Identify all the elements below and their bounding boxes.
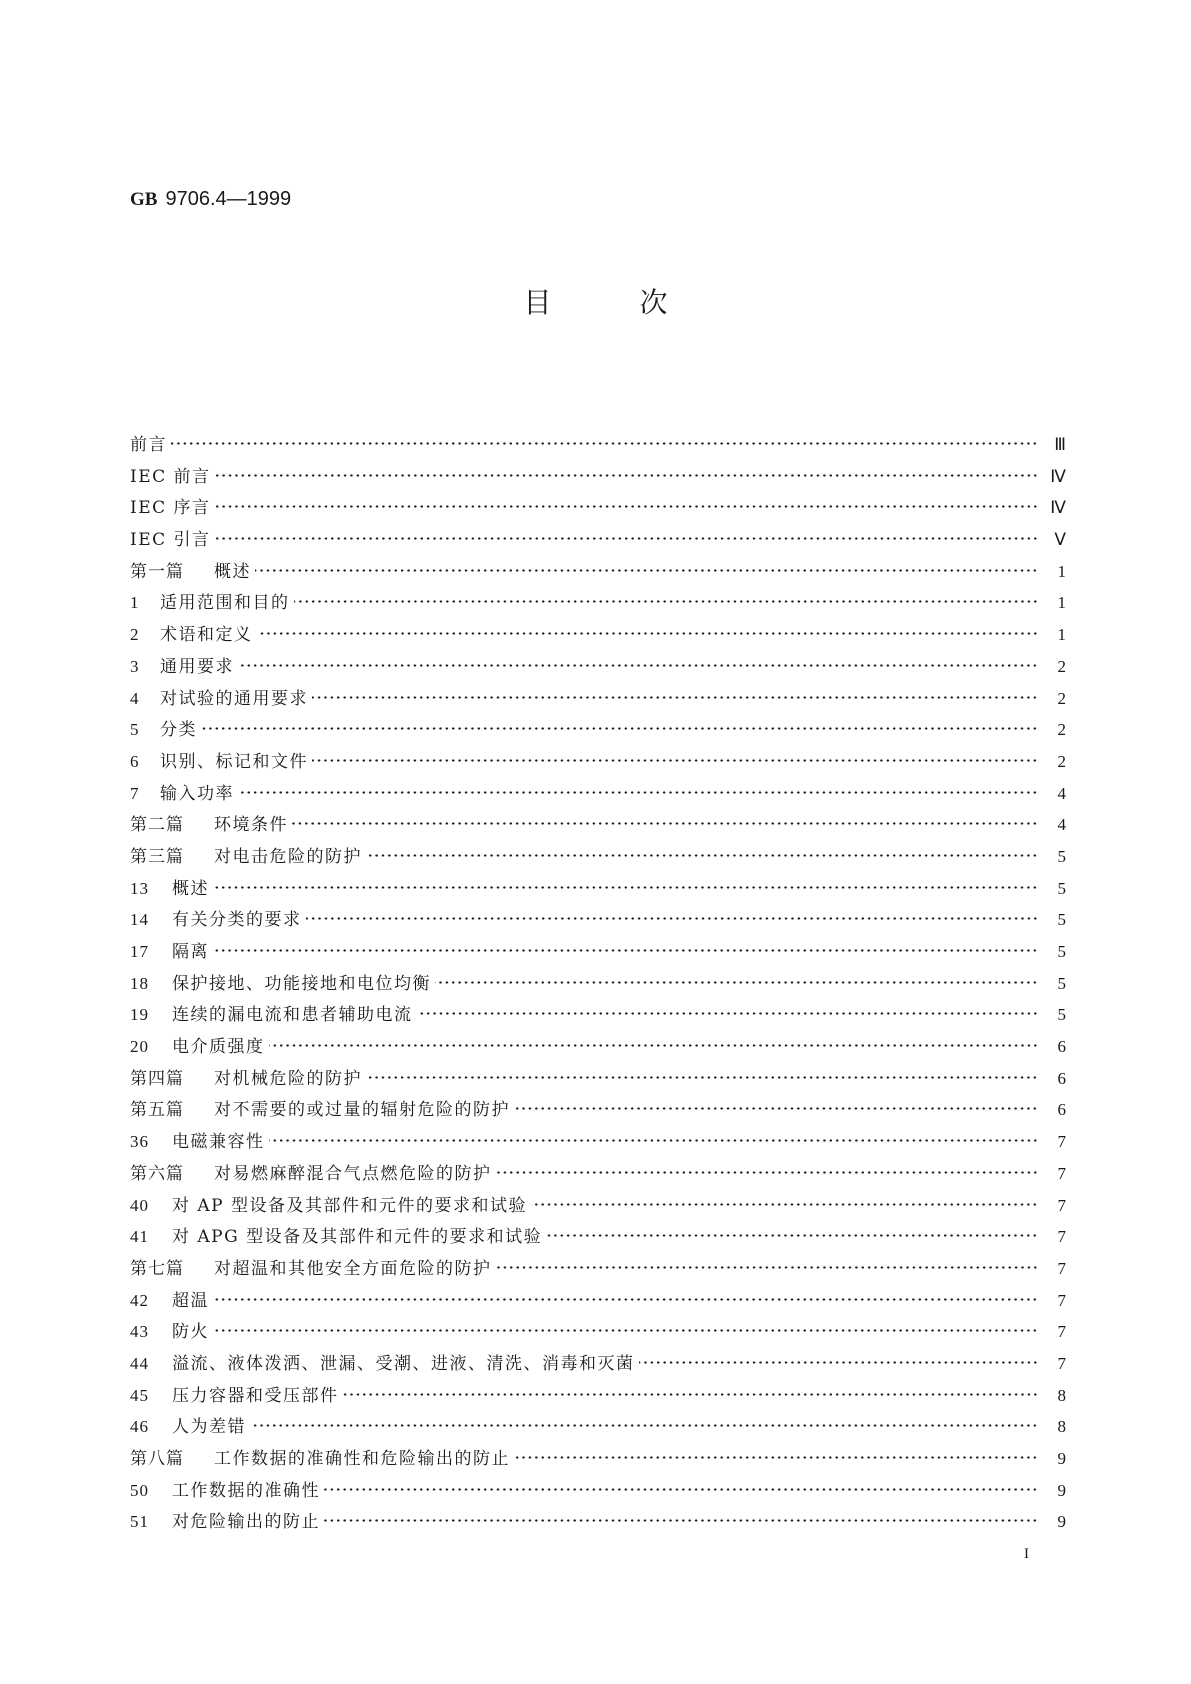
- toc-entry-label: [130, 1416, 246, 1438]
- toc-entry[interactable]: [130, 745, 1066, 777]
- toc-entry-page: 8: [1057, 1385, 1066, 1405]
- toc-entry-page: 1: [1057, 625, 1066, 645]
- toc-entry-text: 连续的漏电流和患者辅助电流: [172, 1005, 413, 1026]
- dot-leader: [238, 650, 1038, 672]
- dot-leader: [514, 1442, 1038, 1464]
- dot-leader: [171, 428, 1038, 450]
- toc-entry-number: 41: [130, 1227, 149, 1247]
- title-char-2: 次: [639, 286, 668, 319]
- toc-entry-label: [130, 846, 362, 868]
- toc-entry-number: 第六篇: [130, 1163, 184, 1183]
- toc-entry[interactable]: [130, 1442, 1066, 1474]
- toc-entry-text: 溢流、液体泼洒、泄漏、受潮、进液、清洗、消毒和灭菌: [172, 1353, 635, 1374]
- toc-entry-text: 人为差错: [172, 1417, 246, 1438]
- toc-entry-page: 7: [1057, 1322, 1066, 1342]
- toc-entry-page: 5: [1057, 973, 1066, 993]
- toc-entry-text: 对试验的通用要求: [160, 688, 308, 709]
- toc-entry-text: 电介质强度: [172, 1037, 265, 1058]
- dot-leader: [324, 1505, 1038, 1527]
- dot-leader: [324, 1474, 1038, 1496]
- toc-entry[interactable]: [130, 1347, 1066, 1379]
- toc-entry[interactable]: [130, 1252, 1066, 1284]
- toc-entry-label: [130, 909, 302, 931]
- toc-entry[interactable]: [130, 998, 1066, 1030]
- toc-entry-number: 19: [130, 1005, 149, 1025]
- toc-entry[interactable]: [130, 523, 1066, 555]
- toc-entry-text: 术语和定义: [160, 625, 253, 646]
- toc-entry-label: [130, 624, 253, 646]
- toc-entry-number: 1: [130, 593, 140, 613]
- toc-entry-number: 43: [130, 1322, 149, 1342]
- toc-entry-number: 3: [130, 656, 140, 676]
- toc-entry-label: [130, 497, 211, 519]
- dot-leader: [531, 1189, 1038, 1211]
- toc-entry[interactable]: [130, 1315, 1066, 1347]
- toc-entry-text: 前言: [130, 435, 167, 455]
- toc-entry-label: [130, 688, 308, 710]
- toc-entry-text: 对机械危险的防护: [214, 1068, 362, 1089]
- toc-entry-page: Ⅳ: [1050, 498, 1066, 518]
- toc-entry-label: [130, 1511, 320, 1533]
- standard-number-header: [130, 186, 291, 212]
- toc-entry-text: 对易燃麻醉混合气点燃危险的防护: [214, 1163, 492, 1184]
- toc-entry-number: 40: [130, 1195, 149, 1215]
- dot-leader: [366, 1062, 1038, 1084]
- toc-entry-number: 50: [130, 1480, 149, 1500]
- toc-entry[interactable]: [130, 1189, 1066, 1221]
- dot-leader: [213, 1315, 1038, 1337]
- toc-entry-number: 4: [130, 688, 140, 708]
- toc-entry-number: 44: [130, 1353, 149, 1373]
- toc-entry-label: [130, 1068, 362, 1090]
- toc-entry[interactable]: [130, 460, 1066, 492]
- dot-leader: [496, 1252, 1039, 1274]
- toc-entry-text: 防火: [172, 1322, 209, 1343]
- toc-entry-number: 42: [130, 1290, 149, 1310]
- toc-entry-page: Ⅳ: [1050, 466, 1066, 486]
- toc-entry-number: 第五篇: [130, 1100, 184, 1120]
- toc-entry-page: 7: [1057, 1290, 1066, 1310]
- dot-leader: [269, 1030, 1039, 1052]
- dot-leader: [292, 808, 1038, 830]
- toc-entry-text: 隔离: [172, 942, 209, 962]
- toc-entry[interactable]: [130, 1379, 1066, 1411]
- toc-entry-text: IEC 前言: [130, 466, 211, 487]
- toc-entry-page: 2: [1057, 688, 1066, 708]
- toc-entry-page: 5: [1057, 1005, 1066, 1025]
- toc-entry-number: 36: [130, 1132, 149, 1152]
- toc-entry-number: 20: [130, 1037, 149, 1057]
- dot-leader: [306, 903, 1039, 925]
- toc-entry-number: 7: [130, 783, 140, 803]
- toc-entry-label: [130, 592, 290, 614]
- toc-entry-page: 7: [1057, 1195, 1066, 1215]
- toc-entry-page: 2: [1057, 720, 1066, 740]
- toc-entry-page: 5: [1057, 878, 1066, 898]
- toc-entry-text: IEC 引言: [130, 530, 211, 551]
- dot-leader: [238, 777, 1038, 799]
- toc-entry-text: 对超温和其他安全方面危险的防护: [214, 1258, 492, 1279]
- toc-entry[interactable]: [130, 777, 1066, 809]
- toc-entry-label: [130, 1226, 542, 1248]
- toc-entry-text: 工作数据的准确性: [172, 1480, 320, 1501]
- toc-entry[interactable]: [130, 872, 1066, 904]
- toc-entry-page: 5: [1057, 910, 1066, 930]
- dot-leader: [294, 586, 1039, 608]
- toc-entry[interactable]: [130, 1284, 1066, 1316]
- toc-entry-number: 第八篇: [130, 1449, 184, 1468]
- toc-entry[interactable]: [130, 808, 1066, 840]
- toc-entry-text: 适用范围和目的: [160, 593, 290, 614]
- toc-entry-text: 通用要求: [160, 656, 234, 677]
- toc-entry-text: 电磁兼容性: [172, 1132, 265, 1153]
- toc-entry-page: 9: [1057, 1512, 1066, 1532]
- toc-entry-label: [130, 783, 234, 805]
- toc-entry-label: [130, 1290, 209, 1312]
- dot-leader: [215, 491, 1038, 513]
- toc-entry-text: 输入功率: [160, 783, 234, 804]
- dot-leader: [435, 967, 1038, 989]
- toc-entry[interactable]: [130, 1410, 1066, 1442]
- dot-leader: [213, 935, 1038, 957]
- toc-entry-label: [130, 1004, 413, 1026]
- toc-entry[interactable]: [130, 1125, 1066, 1157]
- toc-entry[interactable]: [130, 840, 1066, 872]
- toc-entry-label: [130, 529, 211, 551]
- toc-entry[interactable]: [130, 713, 1066, 745]
- toc-entry-label: [130, 1385, 339, 1407]
- toc-entry-label: [130, 1258, 492, 1280]
- toc-entry-page: 7: [1057, 1353, 1066, 1373]
- toc-entry-label: [130, 1480, 320, 1502]
- toc-entry-label: [130, 1131, 265, 1153]
- toc-entry-page: 4: [1057, 815, 1066, 835]
- toc-entry-page: 9: [1057, 1449, 1066, 1468]
- dot-leader: [639, 1347, 1039, 1369]
- toc-entry-number: 51: [130, 1512, 149, 1532]
- dot-leader: [496, 1157, 1039, 1179]
- toc-entry-page: 1: [1057, 561, 1066, 581]
- toc-entry-label: [130, 1036, 265, 1058]
- toc-entry-page: Ⅲ: [1054, 435, 1066, 454]
- dot-leader: [257, 618, 1039, 640]
- toc-entry[interactable]: [130, 935, 1066, 967]
- page-number-footer: I: [1024, 1546, 1029, 1562]
- toc-entry-text: 保护接地、功能接地和电位均衡: [172, 973, 431, 994]
- toc-entry-text: 对危险输出的防止: [172, 1512, 320, 1533]
- toc-entry[interactable]: [130, 428, 1066, 460]
- toc-entry-page: Ⅴ: [1054, 530, 1066, 550]
- toc-entry[interactable]: [130, 1220, 1066, 1252]
- toc-entry-label: [130, 1321, 209, 1343]
- dot-leader: [255, 555, 1038, 577]
- toc-entry-text: 对 APG 型设备及其部件和元件的要求和试验: [172, 1227, 543, 1248]
- dot-leader: [514, 1093, 1038, 1115]
- toc-entry-text: 有关分类的要求: [172, 910, 302, 931]
- dot-leader: [343, 1379, 1039, 1401]
- standard-prefix: GB: [130, 189, 158, 210]
- toc-entry-text: 分类: [160, 720, 197, 741]
- toc-entry[interactable]: [130, 555, 1066, 587]
- toc-entry-text: 工作数据的准确性和危险输出的防止: [214, 1449, 510, 1469]
- toc-entry-number: 第一篇: [130, 561, 184, 581]
- toc-entry-text: 对不需要的或过量的辐射危险的防护: [214, 1100, 510, 1121]
- toc-entry-page: 2: [1057, 751, 1066, 771]
- toc-entry[interactable]: [130, 1093, 1066, 1125]
- dot-leader: [215, 460, 1038, 482]
- toc-entry-page: 6: [1057, 1068, 1066, 1088]
- toc-entry-label: [130, 751, 308, 773]
- toc-entry-label: [130, 719, 197, 741]
- toc-entry[interactable]: [130, 650, 1066, 682]
- toc-entry-page: 1: [1057, 593, 1066, 613]
- dot-leader: [366, 840, 1038, 862]
- toc-entry-label: [130, 814, 288, 836]
- toc-entry[interactable]: [130, 586, 1066, 618]
- toc-entry-text: 对电击危险的防护: [214, 846, 362, 867]
- dot-leader: [250, 1410, 1038, 1432]
- toc-entry-number: 18: [130, 973, 149, 993]
- toc-entry-text: 环境条件: [214, 815, 288, 836]
- toc-entry-text: 概述: [172, 878, 209, 899]
- toc-entry-label: [130, 878, 209, 900]
- toc-entry-page: 7: [1057, 1132, 1066, 1152]
- toc-entry-label: [130, 1448, 510, 1470]
- toc-entry-number: 第二篇: [130, 815, 184, 835]
- toc-entry-text: 概述: [214, 561, 251, 582]
- dot-leader: [215, 523, 1038, 545]
- toc-entry-page: 2: [1057, 656, 1066, 676]
- dot-leader: [269, 1125, 1039, 1147]
- toc-entry-page: 7: [1057, 1258, 1066, 1278]
- toc-entry-label: [130, 466, 211, 488]
- toc-entry-number: 17: [130, 942, 149, 961]
- toc-entry-text: IEC 序言: [130, 498, 211, 519]
- toc-entry[interactable]: [130, 903, 1066, 935]
- toc-entry-number: 第四篇: [130, 1068, 184, 1088]
- toc-entry-page: 5: [1057, 846, 1066, 866]
- standard-number: 9706.4—1999: [165, 188, 292, 210]
- dot-leader: [213, 872, 1038, 894]
- toc-entry-label: [130, 434, 167, 456]
- toc-entry[interactable]: [130, 967, 1066, 999]
- toc-entry-page: 4: [1057, 783, 1066, 803]
- toc-entry-label: [130, 1099, 510, 1121]
- toc-entry-label: [130, 1195, 527, 1217]
- toc-entry-text: 识别、标记和文件: [160, 751, 308, 772]
- dot-leader: [201, 713, 1038, 735]
- toc-entry-page: 7: [1057, 1227, 1066, 1247]
- toc-entry-number: 6: [130, 751, 140, 771]
- toc-entry-page: 8: [1057, 1417, 1066, 1437]
- toc-entry-number: 第三篇: [130, 846, 184, 866]
- toc-entry-number: 2: [130, 625, 140, 645]
- toc-entry-text: 对 AP 型设备及其部件和元件的要求和试验: [172, 1195, 528, 1216]
- toc-entry-label: [130, 656, 234, 678]
- toc-entry[interactable]: [130, 491, 1066, 523]
- toc-entry-number: 第七篇: [130, 1258, 184, 1278]
- toc-entry-page: 7: [1057, 1163, 1066, 1183]
- toc-entry-label: [130, 973, 431, 995]
- toc-entry-label: [130, 1163, 492, 1185]
- toc-entry-number: 5: [130, 720, 140, 740]
- toc-entry-text: 超温: [172, 1290, 209, 1311]
- toc-entry-label: [130, 941, 209, 963]
- toc-entry-page: 6: [1057, 1100, 1066, 1120]
- toc-entry-label: [130, 561, 251, 583]
- dot-leader: [312, 682, 1038, 704]
- toc-entry-text: 压力容器和受压部件: [172, 1385, 339, 1406]
- toc-entry[interactable]: [130, 1474, 1066, 1506]
- page-title: [0, 286, 1191, 320]
- title-char-1: 目: [523, 286, 552, 319]
- toc-entry[interactable]: [130, 682, 1066, 714]
- dot-leader: [312, 745, 1038, 767]
- toc-entry[interactable]: [130, 1157, 1066, 1189]
- toc-entry-label: [130, 1353, 635, 1375]
- toc-entry-page: 6: [1057, 1037, 1066, 1057]
- dot-leader: [546, 1220, 1038, 1242]
- toc-entry-page: 5: [1057, 942, 1066, 961]
- toc-entry-number: 13: [130, 878, 149, 898]
- dot-leader: [417, 998, 1039, 1020]
- toc-entry-number: 46: [130, 1417, 149, 1437]
- toc-entry[interactable]: [130, 1505, 1066, 1537]
- toc-entry-number: 45: [130, 1385, 149, 1405]
- toc-entry-number: 14: [130, 910, 149, 930]
- table-of-contents: [130, 428, 1066, 1537]
- toc-entry[interactable]: [130, 1062, 1066, 1094]
- toc-entry[interactable]: [130, 618, 1066, 650]
- toc-entry-page: 9: [1057, 1480, 1066, 1500]
- dot-leader: [213, 1284, 1038, 1306]
- toc-entry[interactable]: [130, 1030, 1066, 1062]
